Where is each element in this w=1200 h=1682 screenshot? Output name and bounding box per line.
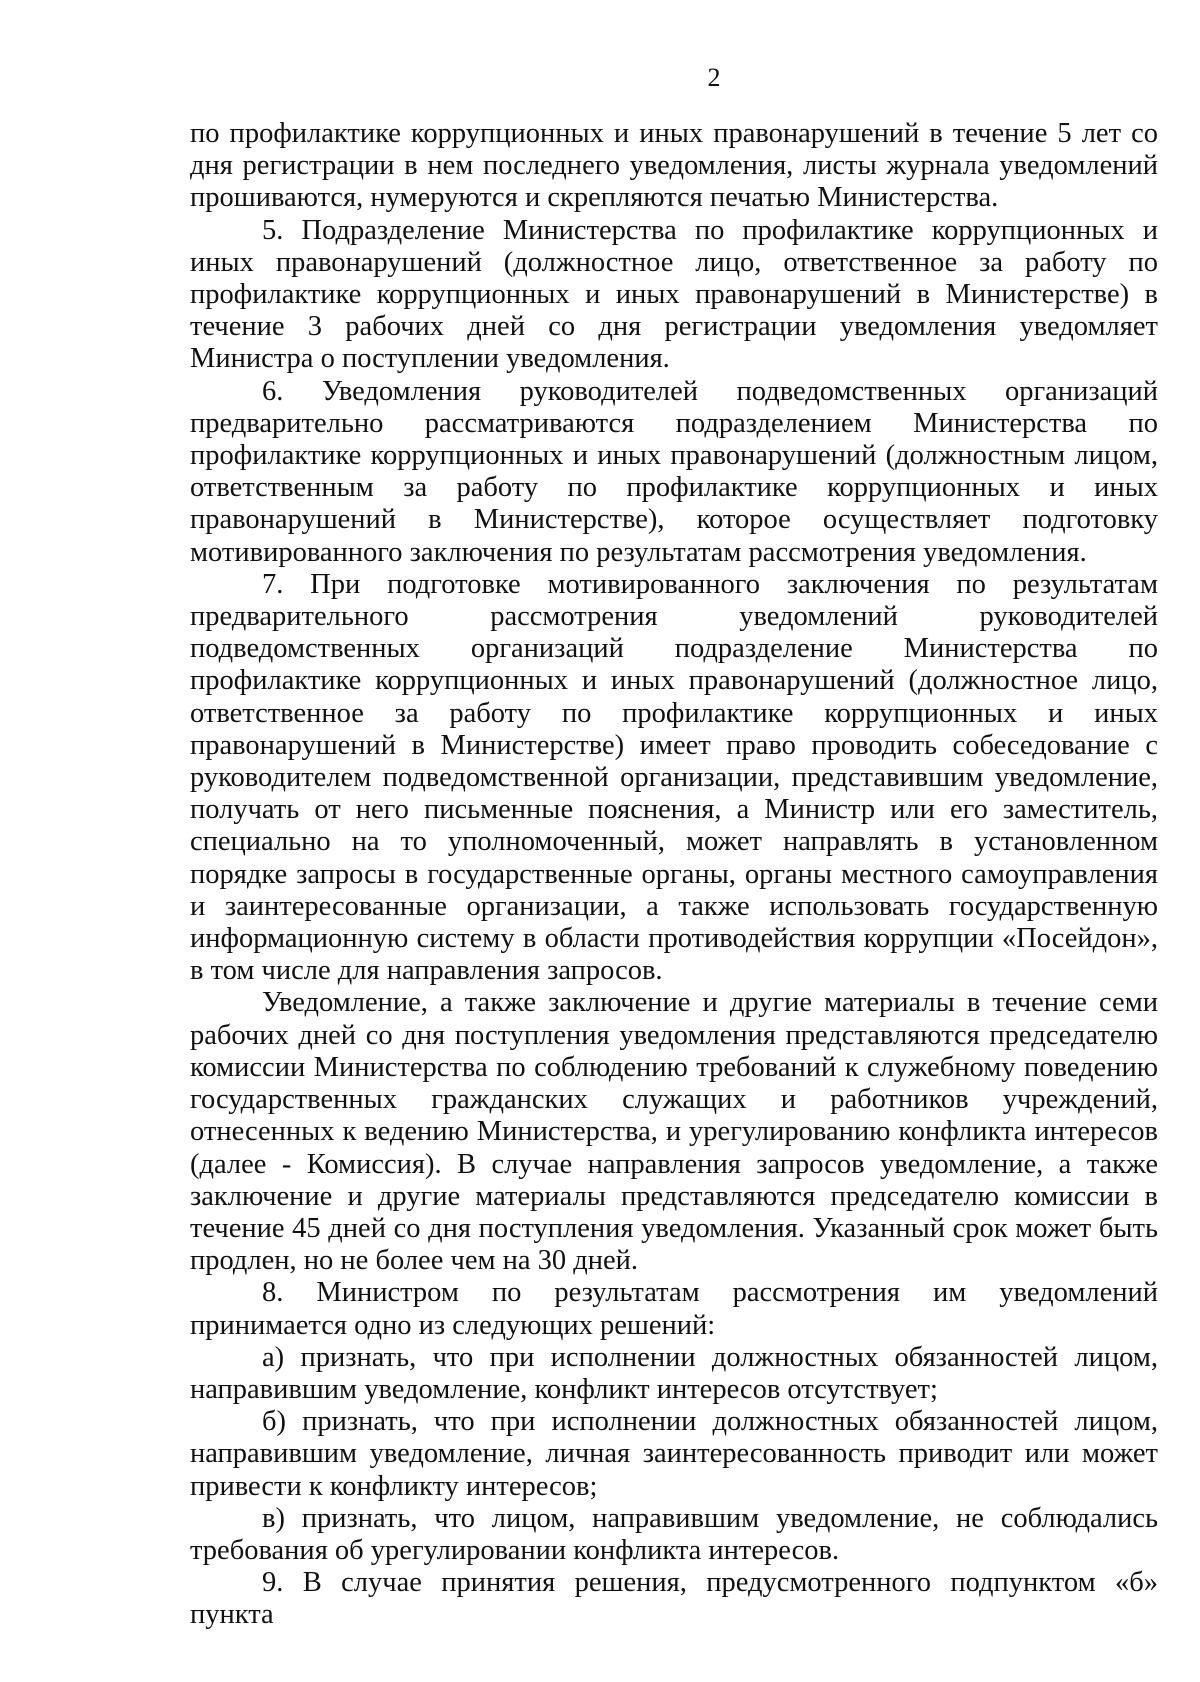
paragraph-notification-submission: Уведомление, а также заключение и другие материалы в течение семи рабочих дней со дня поступления уведомления представляются председателю комиссии Министерства по соблюдению требований к служебному поведению государственных гражданских служащих и работников учреждений, отнесенных к ведению Министерства, и урегулированию конфликта интересов (далее - Комиссия). В случае направления запросов уведомление, а также заключение и другие материалы представляются председателю комиссии в течение 45 дней со дня поступления уведомления. Указанный срок может быть продлен, но не более чем на 30 дней.: [190, 987, 1158, 1277]
paragraph-subitem-b: б) признать, что при исполнении должностных обязанностей лицом, направившим уведомление, личная заинтересованность приводит или может привести к конфликту интересов;: [190, 1406, 1158, 1502]
paragraph-item-6: 6. Уведомления руководителей подведомственных организаций предварительно рассматриваются подразделением Министерства по профилактике коррупционных и иных правонарушений (должностным лицом, ответственным за работу по профилактике коррупционных и иных правонарушений в Министерстве), которое осуществляет подготовку мотивированного заключения по результатам рассмотрения уведомления.: [190, 375, 1158, 568]
paragraph-item-9: 9. В случае принятия решения, предусмотренного подпунктом «б» пункта: [190, 1567, 1158, 1631]
paragraph-continuation: по профилактике коррупционных и иных правонарушений в течение 5 лет со дня регистрации в нем последнего уведомления, листы журнала уведомлений прошиваются, нумеруются и скрепляются печатью Министерства.: [190, 118, 1158, 214]
paragraph-item-5: 5. Подразделение Министерства по профилактике коррупционных и иных правонарушений (должностное лицо, ответственное за работу по профилактике коррупционных и иных правонарушений в Министерстве) в течение 3 рабочих дней со дня регистрации уведомления уведомляет Министра о поступлении уведомления.: [190, 214, 1158, 375]
page-number: 2: [707, 63, 721, 92]
paragraph-item-8: 8. Министром по результатам рассмотрения им уведомлений принимается одно из следующих решений:: [190, 1277, 1158, 1341]
document-body: [190, 118, 1158, 1632]
paragraph-subitem-a: а) признать, что при исполнении должностных обязанностей лицом, направившим уведомление, конфликт интересов отсутствует;: [190, 1341, 1158, 1405]
paragraph-subitem-c: в) признать, что лицом, направившим уведомление, не соблюдались требования об урегулировании конфликта интересов.: [190, 1502, 1158, 1566]
paragraph-item-7: 7. При подготовке мотивированного заключения по результатам предварительного рассмотрения уведомлений руководителей подведомственных организаций подразделение Министерства по профилактике коррупционных и иных правонарушений (должностное лицо, ответственное за работу по профилактике коррупционных и иных правонарушений в Министерстве) имеет право проводить собеседование с руководителем подведомственной организации, представившим уведомление, получать от него письменные пояснения, а Министр или его заместитель, специально на то уполномоченный, может направлять в установленном порядке запросы в государственные органы, органы местного самоуправления и заинтересованные организации, а также использовать государственную информационную систему в области противодействия коррупции «Посейдон», в том числе для направления запросов.: [190, 568, 1158, 987]
